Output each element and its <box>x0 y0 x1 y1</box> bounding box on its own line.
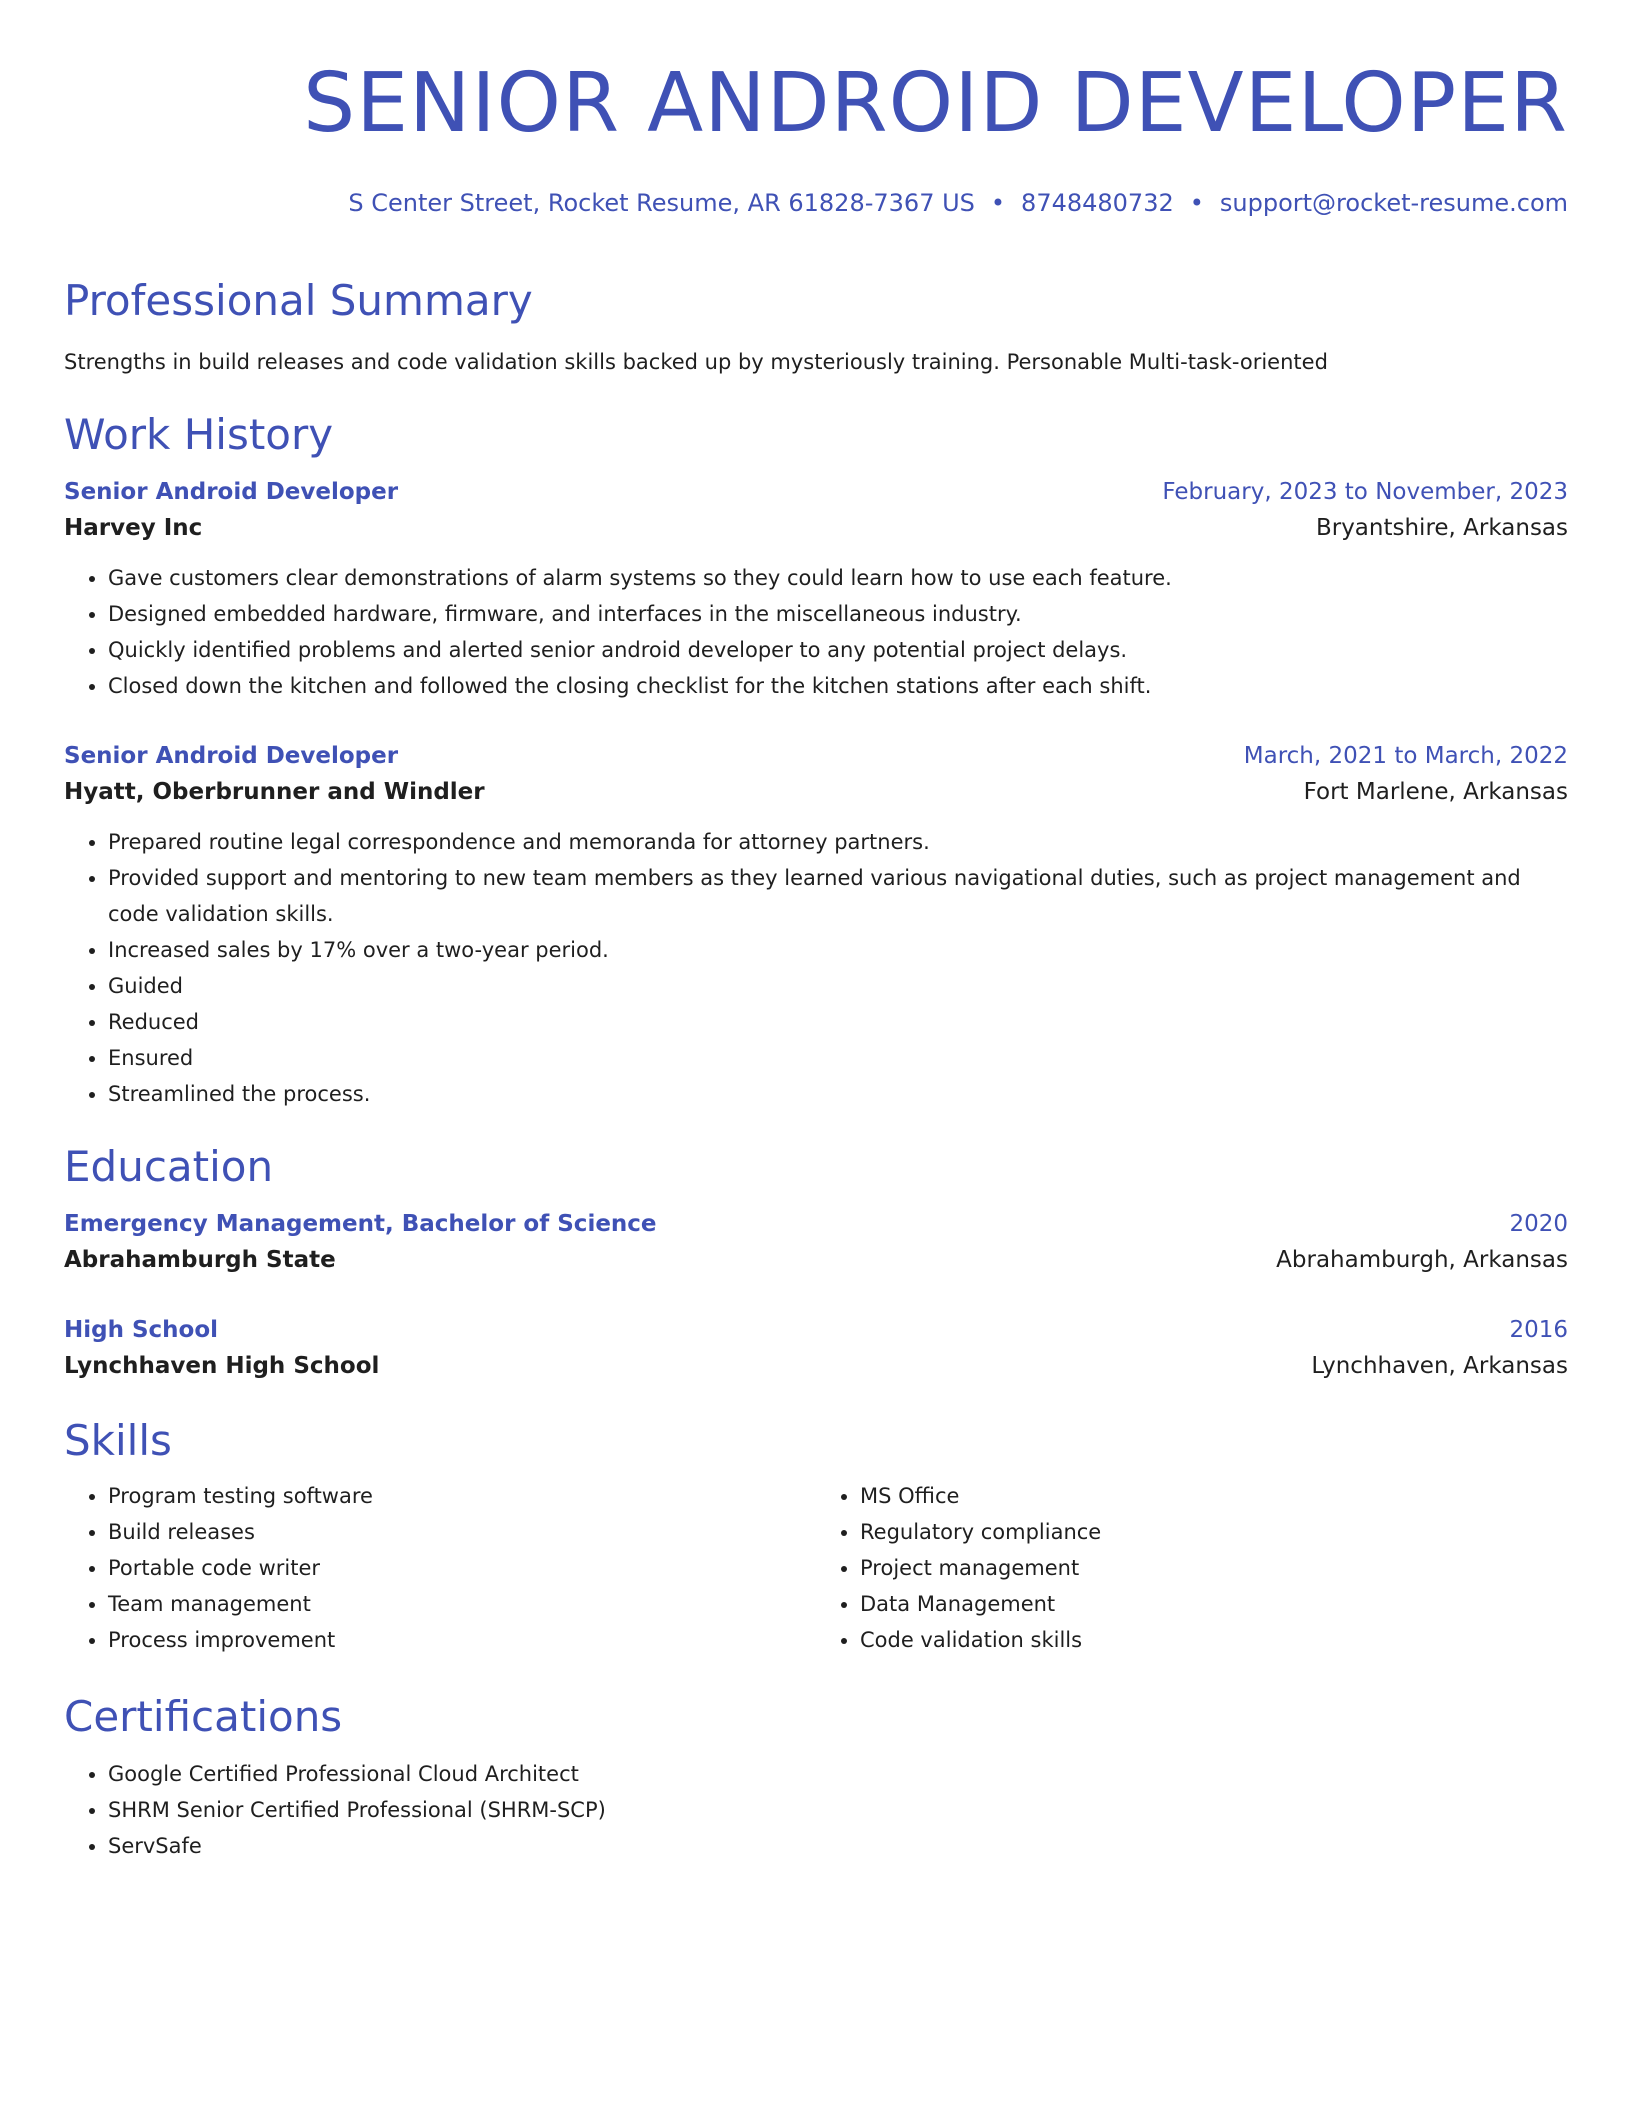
work-entry <box>64 474 1568 704</box>
degree-name: Emergency Management, Bachelor of Science <box>64 1211 657 1237</box>
job-dates: March, 2021 to March, 2022 <box>1243 743 1568 769</box>
skills-list-right <box>816 1478 1568 1658</box>
education-heading: Education <box>64 1142 274 1191</box>
education-entry <box>64 1206 1568 1278</box>
skills-list-left <box>64 1478 816 1658</box>
skills-heading: Skills <box>64 1416 172 1465</box>
list-item: • Quickly identified problems and alerted senior android developer to any potential project delays. <box>108 632 1568 668</box>
list-item: • Streamlined the process. <box>108 1076 1568 1112</box>
graduation-year: 2016 <box>1509 1317 1568 1343</box>
education-entry-header <box>64 1206 1568 1242</box>
list-item: • Portable code writer <box>108 1550 816 1586</box>
degree-name: High School <box>64 1317 219 1343</box>
certifications-heading: Certifications <box>64 1692 343 1741</box>
work-entry-subheader <box>64 510 1568 546</box>
skills-grid <box>64 1478 1568 1658</box>
list-item: • Designed embedded hardware, firmware, and interfaces in the miscellaneous industry. <box>108 596 1568 632</box>
list-item: • Build releases <box>108 1514 816 1550</box>
company-name: Hyatt, Oberbrunner and Windler <box>64 779 485 805</box>
graduation-year: 2020 <box>1509 1211 1568 1237</box>
contact-separator: • <box>1189 189 1204 217</box>
job-location: Bryantshire, Arkansas <box>1315 515 1568 541</box>
job-title: Senior Android Developer <box>64 479 399 505</box>
list-item: • ServSafe <box>108 1828 1568 1864</box>
contact-email[interactable]: support@rocket-resume.com <box>1219 189 1568 217</box>
candidate-title: SENIOR ANDROID DEVELOPER <box>303 56 1568 151</box>
work-entry-subheader <box>64 774 1568 810</box>
list-item: • Gave customers clear demonstrations of alarm systems so they could learn how to use each feature. <box>108 560 1568 596</box>
certifications-list <box>64 1756 1568 1864</box>
resume-header <box>64 56 1568 218</box>
contact-address: S Center Street, Rocket Resume, AR 61828-7367 US <box>348 189 975 217</box>
job-dates: February, 2023 to November, 2023 <box>1162 479 1568 505</box>
list-item: • Provided support and mentoring to new team members as they learned various navigational duties, such as project management and code validation skills. <box>108 860 1568 932</box>
certifications-section <box>64 1692 1568 1864</box>
list-item: • Data Management <box>860 1586 1568 1622</box>
list-item: • SHRM Senior Certified Professional (SHRM-SCP) <box>108 1792 1568 1828</box>
list-item: • Project management <box>860 1550 1568 1586</box>
list-item: • Regulatory compliance <box>860 1514 1568 1550</box>
list-item: • Increased sales by 17% over a two-year period. <box>108 932 1568 968</box>
list-item: • Ensured <box>108 1040 1568 1076</box>
school-name: Abrahamburgh State <box>64 1247 336 1273</box>
work-history-heading: Work History <box>64 410 334 459</box>
work-entry <box>64 738 1568 1112</box>
job-location: Fort Marlene, Arkansas <box>1303 779 1568 805</box>
summary-text: Strengths in build releases and code validation skills backed up by mysteriously training. Personable Multi-task-oriented <box>64 350 1328 374</box>
job-duties-list <box>64 824 1568 1112</box>
list-item: • Program testing software <box>108 1478 816 1514</box>
school-location: Lynchhaven, Arkansas <box>1311 1353 1568 1379</box>
education-section <box>64 1142 1568 1384</box>
job-duties-list <box>64 560 1568 704</box>
list-item: • Team management <box>108 1586 816 1622</box>
work-history-section <box>64 410 1568 1112</box>
school-location: Abrahamburgh, Arkansas <box>1276 1247 1568 1273</box>
list-item: • Process improvement <box>108 1622 816 1658</box>
summary-section <box>64 276 1568 376</box>
work-entry-header <box>64 474 1568 510</box>
list-item: • MS Office <box>860 1478 1568 1514</box>
education-entry-subheader <box>64 1242 1568 1278</box>
work-entry-header <box>64 738 1568 774</box>
job-title: Senior Android Developer <box>64 743 399 769</box>
list-item: • Prepared routine legal correspondence and memoranda for attorney partners. <box>108 824 1568 860</box>
list-item: • Closed down the kitchen and followed the closing checklist for the kitchen stations after each shift. <box>108 668 1568 704</box>
education-entry-header <box>64 1312 1568 1348</box>
contact-line <box>64 188 1568 218</box>
contact-phone[interactable]: 8748480732 <box>1021 189 1174 217</box>
list-item: • Reduced <box>108 1004 1568 1040</box>
education-entry <box>64 1312 1568 1384</box>
skills-section <box>64 1416 1568 1658</box>
contact-separator: • <box>990 189 1006 217</box>
list-item: • Guided <box>108 968 1568 1004</box>
company-name: Harvey Inc <box>64 515 203 541</box>
list-item: • Google Certified Professional Cloud Architect <box>108 1756 1568 1792</box>
school-name: Lynchhaven High School <box>64 1353 380 1379</box>
summary-heading: Professional Summary <box>64 276 533 325</box>
education-entry-subheader <box>64 1348 1568 1384</box>
list-item: • Code validation skills <box>860 1622 1568 1658</box>
